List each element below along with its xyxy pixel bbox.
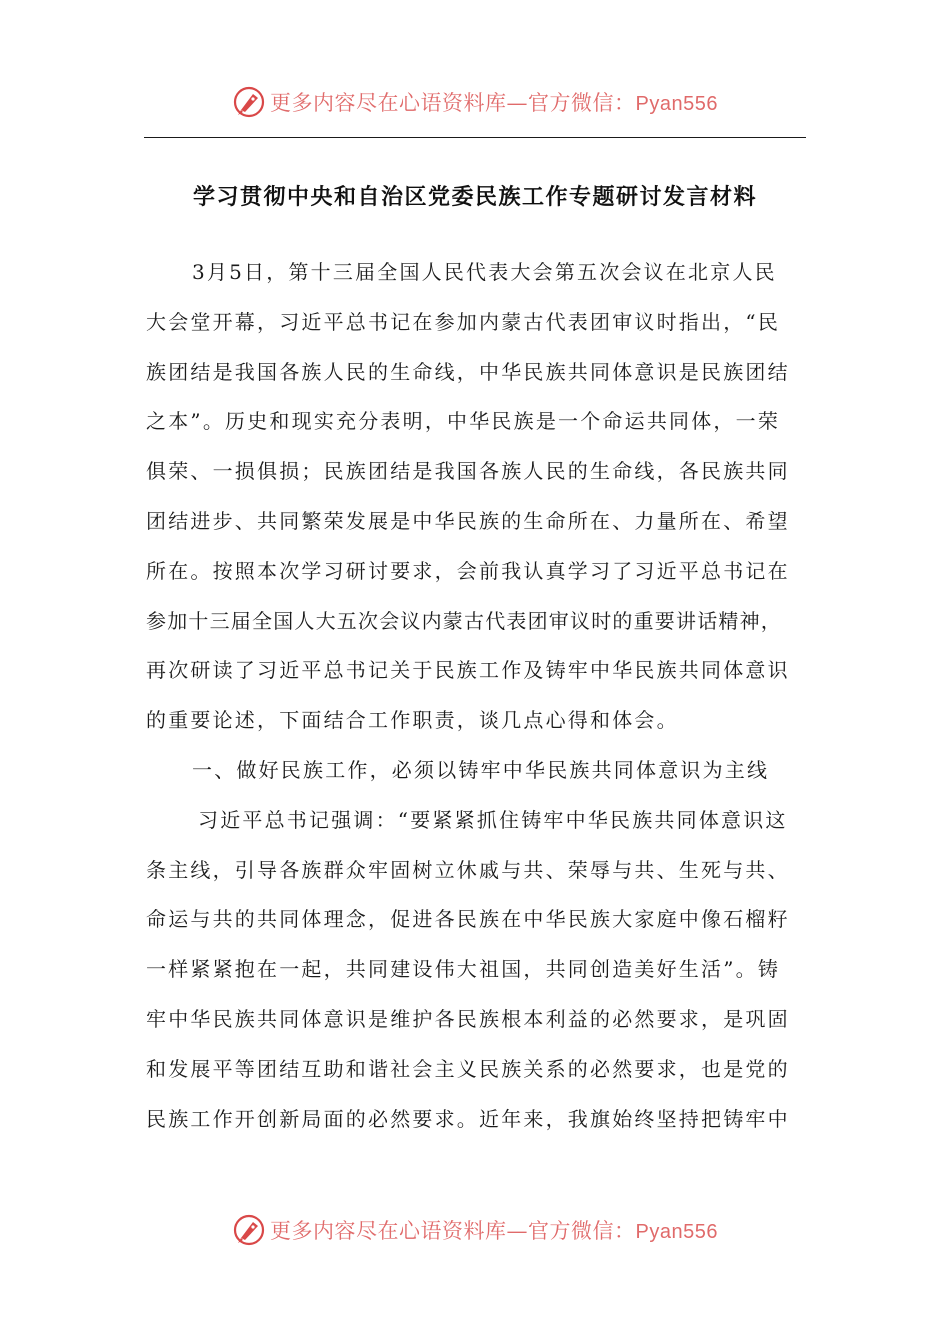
pen-nib-logo-icon <box>232 1213 266 1247</box>
watermark-banner-bottom <box>0 1210 950 1250</box>
text-line: 参加十三届全国人大五次会议内蒙古代表团审议时的重要讲话精神， <box>146 608 782 633</box>
text-line: 团结进步、共同繁荣发展是中华民族的生命所在、力量所在、希望 <box>146 508 790 533</box>
text-line: 俱荣、一损俱损；民族团结是我国各族人民的生命线，各民族共同 <box>146 459 790 484</box>
text-line: 条主线，引导各族群众牢固树立休戚与共、荣辱与共、生死与共、 <box>146 857 790 882</box>
header-rule <box>144 137 806 138</box>
pen-nib-logo-icon <box>232 85 266 119</box>
document-title: 学习贯彻中央和自治区党委民族工作专题研讨发言材料 <box>192 184 757 210</box>
watermark-text-top: 更多内容尽在心语资料库—官方微信：Pyan556 <box>270 91 718 115</box>
watermark-text-bottom: 更多内容尽在心语资料库—官方微信：Pyan556 <box>270 1219 718 1243</box>
text-line: 和发展平等团结互助和谐社会主义民族关系的必然要求，也是党的 <box>146 1056 790 1081</box>
text-line: 大会堂开幕，习近平总书记在参加内蒙古代表团审议时指出，“民 <box>146 309 781 334</box>
watermark-banner-top <box>0 82 950 122</box>
text-line: 民族工作开创新局面的必然要求。近年来，我旗始终坚持把铸牢中 <box>146 1106 790 1131</box>
text-line: 3月5日，第十三届全国人民代表大会第五次会议在北京人民 <box>192 260 777 284</box>
text-line: 命运与共的共同体理念，促进各民族在中华民族大家庭中像石榴籽 <box>146 907 790 932</box>
text-line: 一样紧紧抱在一起，共同建设伟大祖国，共同创造美好生活”。铸 <box>146 957 781 982</box>
text-line: 之本”。历史和现实充分表明，中华民族是一个命运共同体，一荣 <box>146 409 781 434</box>
text-line: 所在。按照本次学习研讨要求，会前我认真学习了习近平总书记在 <box>146 558 790 583</box>
text-line: 族团结是我国各族人民的生命线，中华民族共同体意识是民族团结 <box>146 359 790 384</box>
text-line: 的重要论述，下面结合工作职责，谈几点心得和体会。 <box>146 708 679 733</box>
text-line: 牢中华民族共同体意识是维护各民族根本利益的必然要求，是巩固 <box>146 1006 790 1031</box>
text-line: 习近平总书记强调：“要紧紧抓住铸牢中华民族共同体意识这 <box>198 807 788 832</box>
text-line: 再次研读了习近平总书记关于民族工作及铸牢中华民族共同体意识 <box>146 658 790 683</box>
document-body <box>146 248 806 1144</box>
section-heading: 一、做好民族工作，必须以铸牢中华民族共同体意识为主线 <box>192 757 770 782</box>
